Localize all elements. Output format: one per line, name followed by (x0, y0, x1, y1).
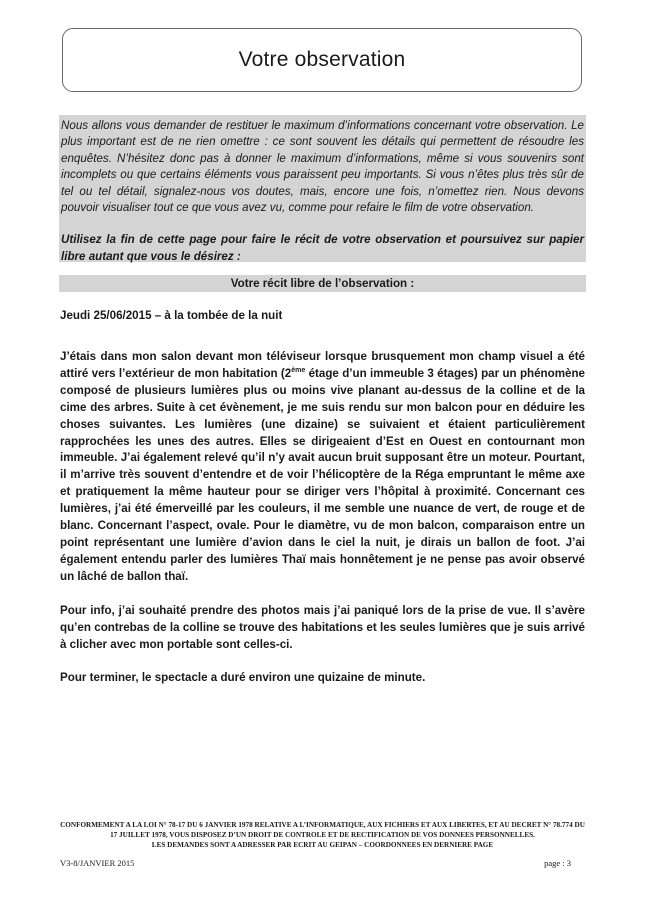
story-p1-superscript: ème (291, 367, 306, 375)
page-title-box (62, 28, 582, 92)
observation-date: Jeudi 25/06/2015 – à la tombée de la nuit (60, 309, 283, 322)
story-paragraph-3: Pour terminer, le spectacle a duré environ une quizaine de minute. (60, 671, 426, 685)
legal-line-3: LES DEMANDES SONT A ADRESSER PAR ECRIT AU GEIPAN – COORDONNEES EN DERNIERE PAGE (151, 841, 494, 849)
page-title: Votre observation (238, 48, 406, 71)
legal-line-1: CONFORMEMENT A LA LOI N° 78-17 DU 6 JANVIER 1978 RELATIVE A L’INFORMATIQUE, AUX FICHIERS ET AUX LIBERTES, ET AU DECRET N° 78.774 DU (60, 821, 585, 829)
intro-block (59, 115, 586, 262)
legal-notice (60, 820, 585, 850)
page-number: page : 3 (544, 858, 571, 868)
story-paragraph-1 (60, 349, 585, 586)
story-p1-start: J’étais dans mon salon devant mon téléviseur lorsque brusquement mon champ visuel a été attiré vers l’extérieur de mon habitation (2 (60, 350, 585, 380)
legal-line-2: 17 JUILLET 1978, VOUS DISPOSEZ D’UN DROIT DE CONTROLE ET DE RECTIFICATION DE VOS DONNEES PERSONNELLES. (110, 831, 535, 839)
intro-paragraph: Nous allons vous demander de restituer le maximum d’informations concernant votre observation. Le plus important est de ne rien omettre : ce sont souvent les détails qui permettent de résoudre les enquêtes. N’hésitez donc pas à donner le maximum d’informations, même si vous souvenirs sont incomplets ou que certains éléments vous paraissent peu importants. Si vous n’êtes plus très sûr de tel ou tel détail, signalez-nous vos doutes, mais, encore une fois, n’omettez rien. Nous devons pouvoir visualiser tout ce que vous avez vu, comme pour refaire le film de votre observation. (61, 119, 584, 215)
story-paragraph-2: Pour info, j’ai souhaité prendre des photos mais j’ai paniqué lors de la prise de vue. Il s’avère qu’en contrebas de la colline se trouve des habitations et les seules lumières que je suis arrivé à clicher avec mon portable sont celles-ci. (60, 603, 585, 651)
intro-instruction: Utilisez la fin de cette page pour faire le récit de votre observation et poursuivez sur papier libre autant que vous le désirez : (61, 233, 584, 263)
observation-story (60, 349, 585, 704)
section-title: Votre récit libre de l’observation : (59, 275, 586, 292)
story-p1-end: étage d’un immeuble 3 étages) par un phénomène composé de plusieurs lumières plus ou moins vive planant au-dessus de la colline et de la cime des arbres. Suite à cet évènement, je me suis rendu sur mon balcon pour en déduire les choses suivantes. Les lumières (une dizaine) se suivaient et étaient particulièrement rapprochées les unes des autres. Elles se dirigeaient d’Est en Ouest en contournant mon immeuble. J’ai également relevé qu’il n’y avait aucun bruit supposant être un moteur. Pourtant, il m’arrive très souvent d’entendre et de voir l’hélicoptère de la Réga empruntant le même axe et pratiquement la même hauteur pour se diriger vers l’hôpital à proximité. Concernant ces lumières, j’ai été émerveillé par les couleurs, il me semble une nuance de vert, de rouge et de blanc. Concernant l’aspect, ovale. Pour le diamètre, vu de mon balcon, comparaison entre un point représentant une lumière d’avion dans le ciel la nuit, je dirais un ballon de foot. J’ai également entendu parler des lumières Thaï mais honnêtement je ne pense pas avoir observé un lâché de ballon thaï. (60, 366, 586, 583)
version-label: V3-8/JANVIER 2015 (60, 858, 135, 868)
